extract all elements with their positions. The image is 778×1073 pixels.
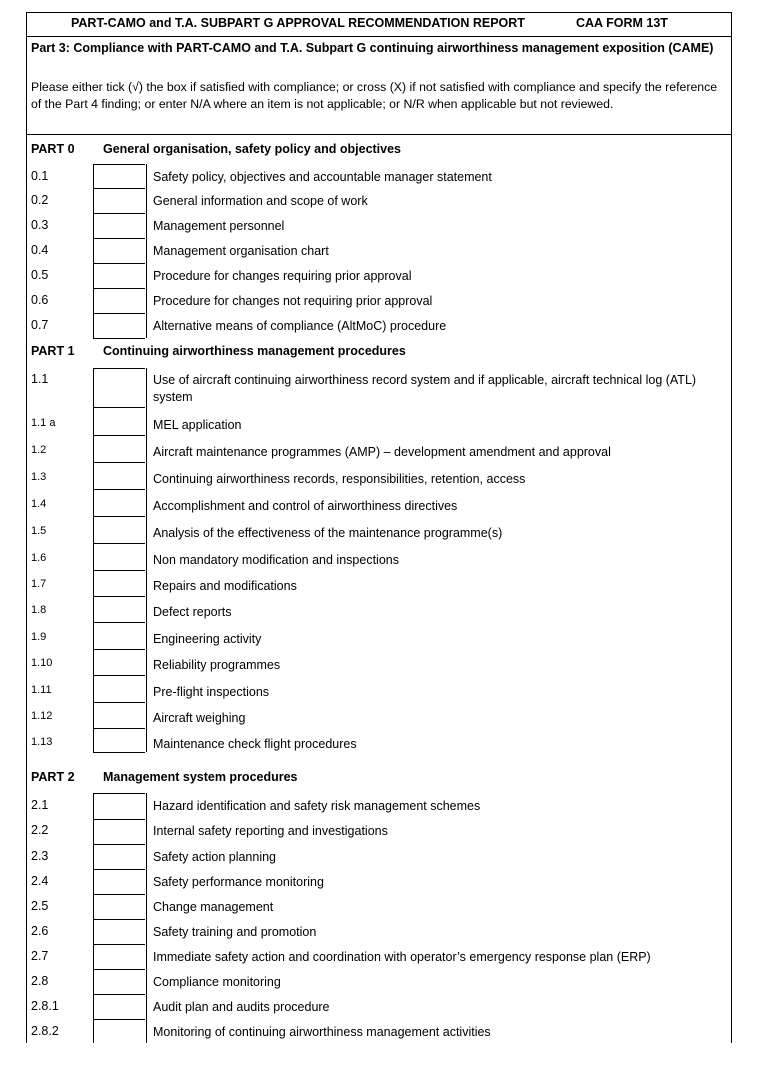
item-label: Reliability programmes <box>153 658 281 672</box>
item-number: 2.1 <box>31 798 49 812</box>
item-number: 1.1 <box>31 372 49 386</box>
item-number: 1.2 <box>31 444 47 456</box>
box-border <box>93 969 145 970</box>
checkbox-column-part2 <box>93 793 147 1043</box>
item-number: 2.8 <box>31 974 49 988</box>
box-border <box>93 338 145 339</box>
box-border <box>93 894 145 895</box>
item-number: 1.1 a <box>31 417 56 429</box>
item-number: 2.8.1 <box>31 999 59 1013</box>
box-border <box>93 649 145 650</box>
box-border <box>93 944 145 945</box>
box-border <box>93 793 145 794</box>
box-border <box>93 263 145 264</box>
box-border <box>93 752 145 753</box>
item-label: Immediate safety action and coordination with operator’s emergency response plan (ERP) <box>153 950 651 964</box>
item-label: Use of aircraft continuing airworthiness record system and if applicable, aircraft technical log (ATL) system <box>153 373 697 404</box>
item-label: Compliance monitoring <box>153 975 281 989</box>
section-number: PART 0 <box>31 142 75 156</box>
item-number: 1.4 <box>31 498 47 510</box>
box-border <box>93 164 145 165</box>
item-number: 2.2 <box>31 823 49 837</box>
box-border <box>93 819 145 820</box>
report-title: PART-CAMO and T.A. SUBPART G APPROVAL RECOMMENDATION REPORT <box>71 16 525 30</box>
box-border <box>93 1019 145 1020</box>
item-label: Continuing airworthiness records, responsibilities, retention, access <box>153 472 526 486</box>
section-title: General organisation, safety policy and objectives <box>103 142 402 156</box>
form-frame <box>26 12 732 1043</box>
section-number: PART 1 <box>31 344 75 358</box>
item-label: Non mandatory modification and inspections <box>153 553 399 567</box>
item-label: Management personnel <box>153 219 285 233</box>
divider <box>27 134 731 135</box>
item-number: 2.4 <box>31 874 49 888</box>
item-label: Accomplishment and control of airworthiness directives <box>153 499 458 513</box>
divider <box>27 36 731 37</box>
box-border <box>93 728 145 729</box>
box-border <box>93 213 145 214</box>
item-number: 2.8.2 <box>31 1024 59 1038</box>
item-label: Procedure for changes not requiring prior approval <box>153 294 433 308</box>
item-label: Procedure for changes requiring prior approval <box>153 269 412 283</box>
item-number: 1.7 <box>31 578 47 590</box>
item-number: 0.7 <box>31 318 49 332</box>
box-border <box>93 462 145 463</box>
item-label: Maintenance check flight procedures <box>153 737 357 751</box>
item-number: 2.3 <box>31 849 49 863</box>
item-label: Change management <box>153 900 274 914</box>
item-number: 2.5 <box>31 899 49 913</box>
box-border <box>93 675 145 676</box>
box-border <box>93 622 145 623</box>
item-number: 1.10 <box>31 657 53 669</box>
box-border <box>93 570 145 571</box>
form-header <box>27 16 731 36</box>
box-border <box>93 188 145 189</box>
part3-heading: Part 3: Compliance with PART-CAMO and T.A. Subpart G continuing airworthiness management exposition (CAME) <box>31 41 714 55</box>
item-label: Engineering activity <box>153 632 262 646</box>
item-number: 1.12 <box>31 710 53 722</box>
checkbox-column-part1 <box>93 368 147 752</box>
item-label: Safety policy, objectives and accountable manager statement <box>153 170 492 184</box>
item-label: Hazard identification and safety risk management schemes <box>153 799 481 813</box>
item-label: Safety performance monitoring <box>153 875 324 889</box>
section-number: PART 2 <box>31 770 75 784</box>
section-title: Continuing airworthiness management procedures <box>103 344 406 358</box>
box-border <box>93 368 145 369</box>
box-border <box>93 702 145 703</box>
item-label: Aircraft weighing <box>153 711 246 725</box>
item-label: Internal safety reporting and investigations <box>153 824 388 838</box>
item-number: 0.1 <box>31 169 49 183</box>
item-label: General information and scope of work <box>153 194 368 208</box>
item-label: Pre-flight inspections <box>153 685 270 699</box>
item-label: Safety action planning <box>153 850 277 864</box>
item-label: Management organisation chart <box>153 244 329 258</box>
item-number: 1.11 <box>31 684 52 696</box>
item-number: 0.5 <box>31 268 49 282</box>
box-border <box>93 489 145 490</box>
item-number: 0.3 <box>31 218 49 232</box>
box-border <box>93 543 145 544</box>
item-number: 2.6 <box>31 924 49 938</box>
box-border <box>93 435 145 436</box>
part3-instructions: Please either tick (√) the box if satisfied with compliance; or cross (X) if not satisfied with compliance and specify the reference of the Part 4 finding; or enter N/A where an item is not applicable; or N/R when applicable but not reviewed. <box>31 80 718 111</box>
item-number: 1.5 <box>31 525 47 537</box>
box-border <box>93 407 145 408</box>
item-label: Repairs and modifications <box>153 579 297 593</box>
item-number: 0.4 <box>31 243 49 257</box>
item-label: Safety training and promotion <box>153 925 317 939</box>
item-label: Analysis of the effectiveness of the maintenance programme(s) <box>153 526 503 540</box>
item-number: 1.6 <box>31 552 47 564</box>
item-number: 1.8 <box>31 604 47 616</box>
box-border <box>93 238 145 239</box>
item-label: Defect reports <box>153 605 232 619</box>
item-label: Aircraft maintenance programmes (AMP) – development amendment and approval <box>153 445 611 459</box>
box-border <box>93 994 145 995</box>
item-number: 0.6 <box>31 293 49 307</box>
item-label: Monitoring of continuing airworthiness management activities <box>153 1025 491 1039</box>
item-label: Alternative means of compliance (AltMoC) procedure <box>153 319 447 333</box>
box-border <box>93 844 145 845</box>
box-border <box>93 516 145 517</box>
item-label: Audit plan and audits procedure <box>153 1000 330 1014</box>
item-number: 1.3 <box>31 471 47 483</box>
form-id: CAA FORM 13T <box>576 16 668 30</box>
item-number: 1.13 <box>31 736 53 748</box>
box-border <box>93 288 145 289</box>
box-border <box>93 313 145 314</box>
box-border <box>93 869 145 870</box>
section-title: Management system procedures <box>103 770 298 784</box>
box-border <box>93 919 145 920</box>
item-number: 2.7 <box>31 949 49 963</box>
item-number: 1.9 <box>31 631 47 643</box>
item-label: MEL application <box>153 418 242 432</box>
checkbox-column-part0 <box>93 164 147 338</box>
box-border <box>93 596 145 597</box>
item-number: 0.2 <box>31 193 49 207</box>
